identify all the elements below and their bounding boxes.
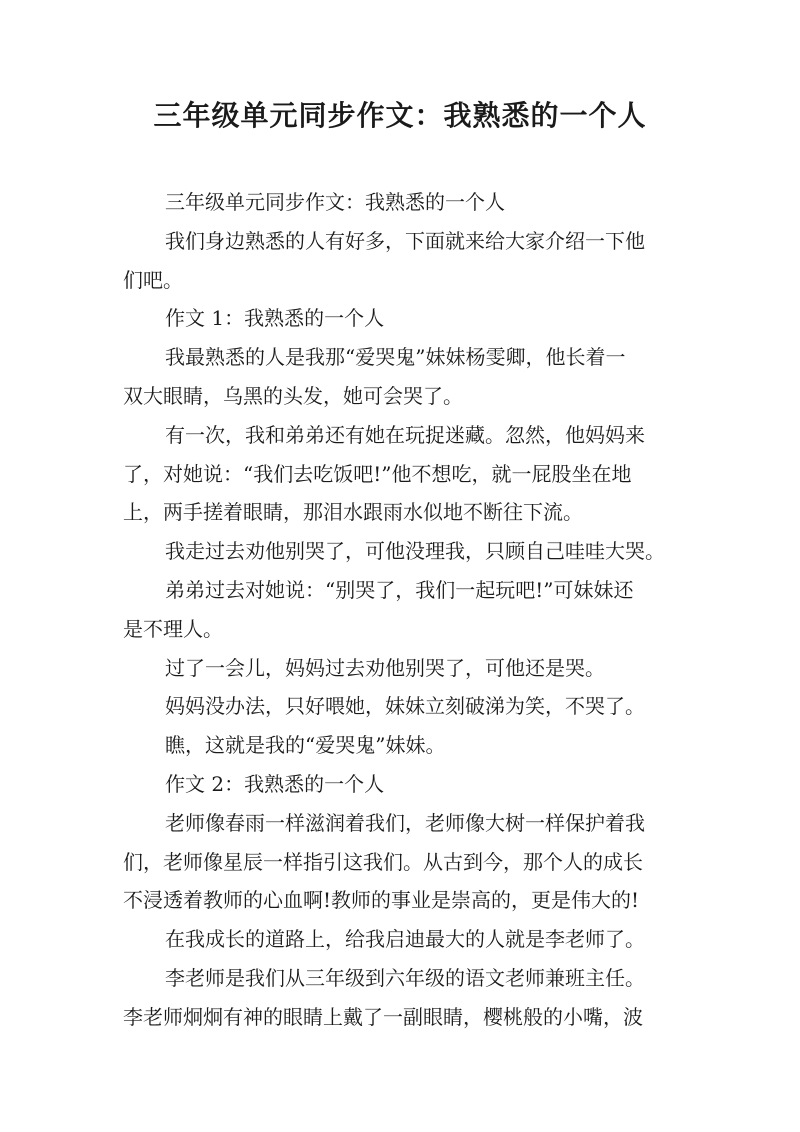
document-body [123, 183, 688, 1037]
text-line: 我们身边熟悉的人有好多，下面就来给大家介绍一下他 [165, 228, 645, 253]
document-title: 三年级单元同步作文：我熟悉的一个人 [153, 99, 647, 132]
text-line: 作文 2：我熟悉的一个人 [165, 771, 385, 796]
text-line: 双大眼睛，乌黑的头发，她可会哭了。 [123, 383, 463, 408]
text-line: 李老师是我们从三年级到六年级的语文老师兼班主任。 [165, 965, 645, 990]
text-line: 瞧，这就是我的“爱哭鬼”妹妹。 [165, 733, 446, 758]
text-line: 们，老师像星辰一样指引这我们。从古到今，那个人的成长 [123, 849, 643, 874]
text-line: 我最熟悉的人是我那“爱哭鬼”妹妹杨雯卿，他长着一 [165, 345, 626, 370]
text-line: 我走过去劝他别哭了，可他没理我，只顾自己哇哇大哭。 [165, 539, 665, 564]
text-line: 过了一会儿，妈妈过去劝他别哭了，可他还是哭。 [165, 655, 605, 680]
text-line: 作文 1：我熟悉的一个人 [165, 306, 385, 331]
text-line: 弟弟过去对她说：“别哭了，我们一起玩吧!”可妹妹还 [165, 577, 634, 602]
text-line: 妈妈没办法，只好喂她，妹妹立刻破涕为笑，不哭了。 [165, 694, 645, 719]
text-line: 李老师炯炯有神的眼睛上戴了一副眼睛，樱桃般的小嘴，波 [123, 1004, 643, 1029]
text-line: 们吧。 [123, 267, 183, 292]
text-line: 不浸透着教师的心血啊!教师的事业是崇高的，更是伟大的! [123, 888, 640, 913]
text-line: 了，对她说：“我们去吃饭吧!”他不想吃，就一屁股坐在地 [123, 461, 632, 486]
text-line: 三年级单元同步作文：我熟悉的一个人 [165, 190, 505, 214]
text-line: 上，两手搓着眼睛，那泪水跟雨水似地不断往下流。 [123, 500, 583, 525]
text-line: 老师像春雨一样滋润着我们，老师像大树一样保护着我 [165, 810, 645, 835]
text-line: 在我成长的道路上，给我启迪最大的人就是李老师了。 [165, 927, 645, 952]
text-line: 是不理人。 [123, 616, 223, 641]
text-line: 有一次，我和弟弟还有她在玩捉迷藏。忽然，他妈妈来 [165, 422, 645, 447]
